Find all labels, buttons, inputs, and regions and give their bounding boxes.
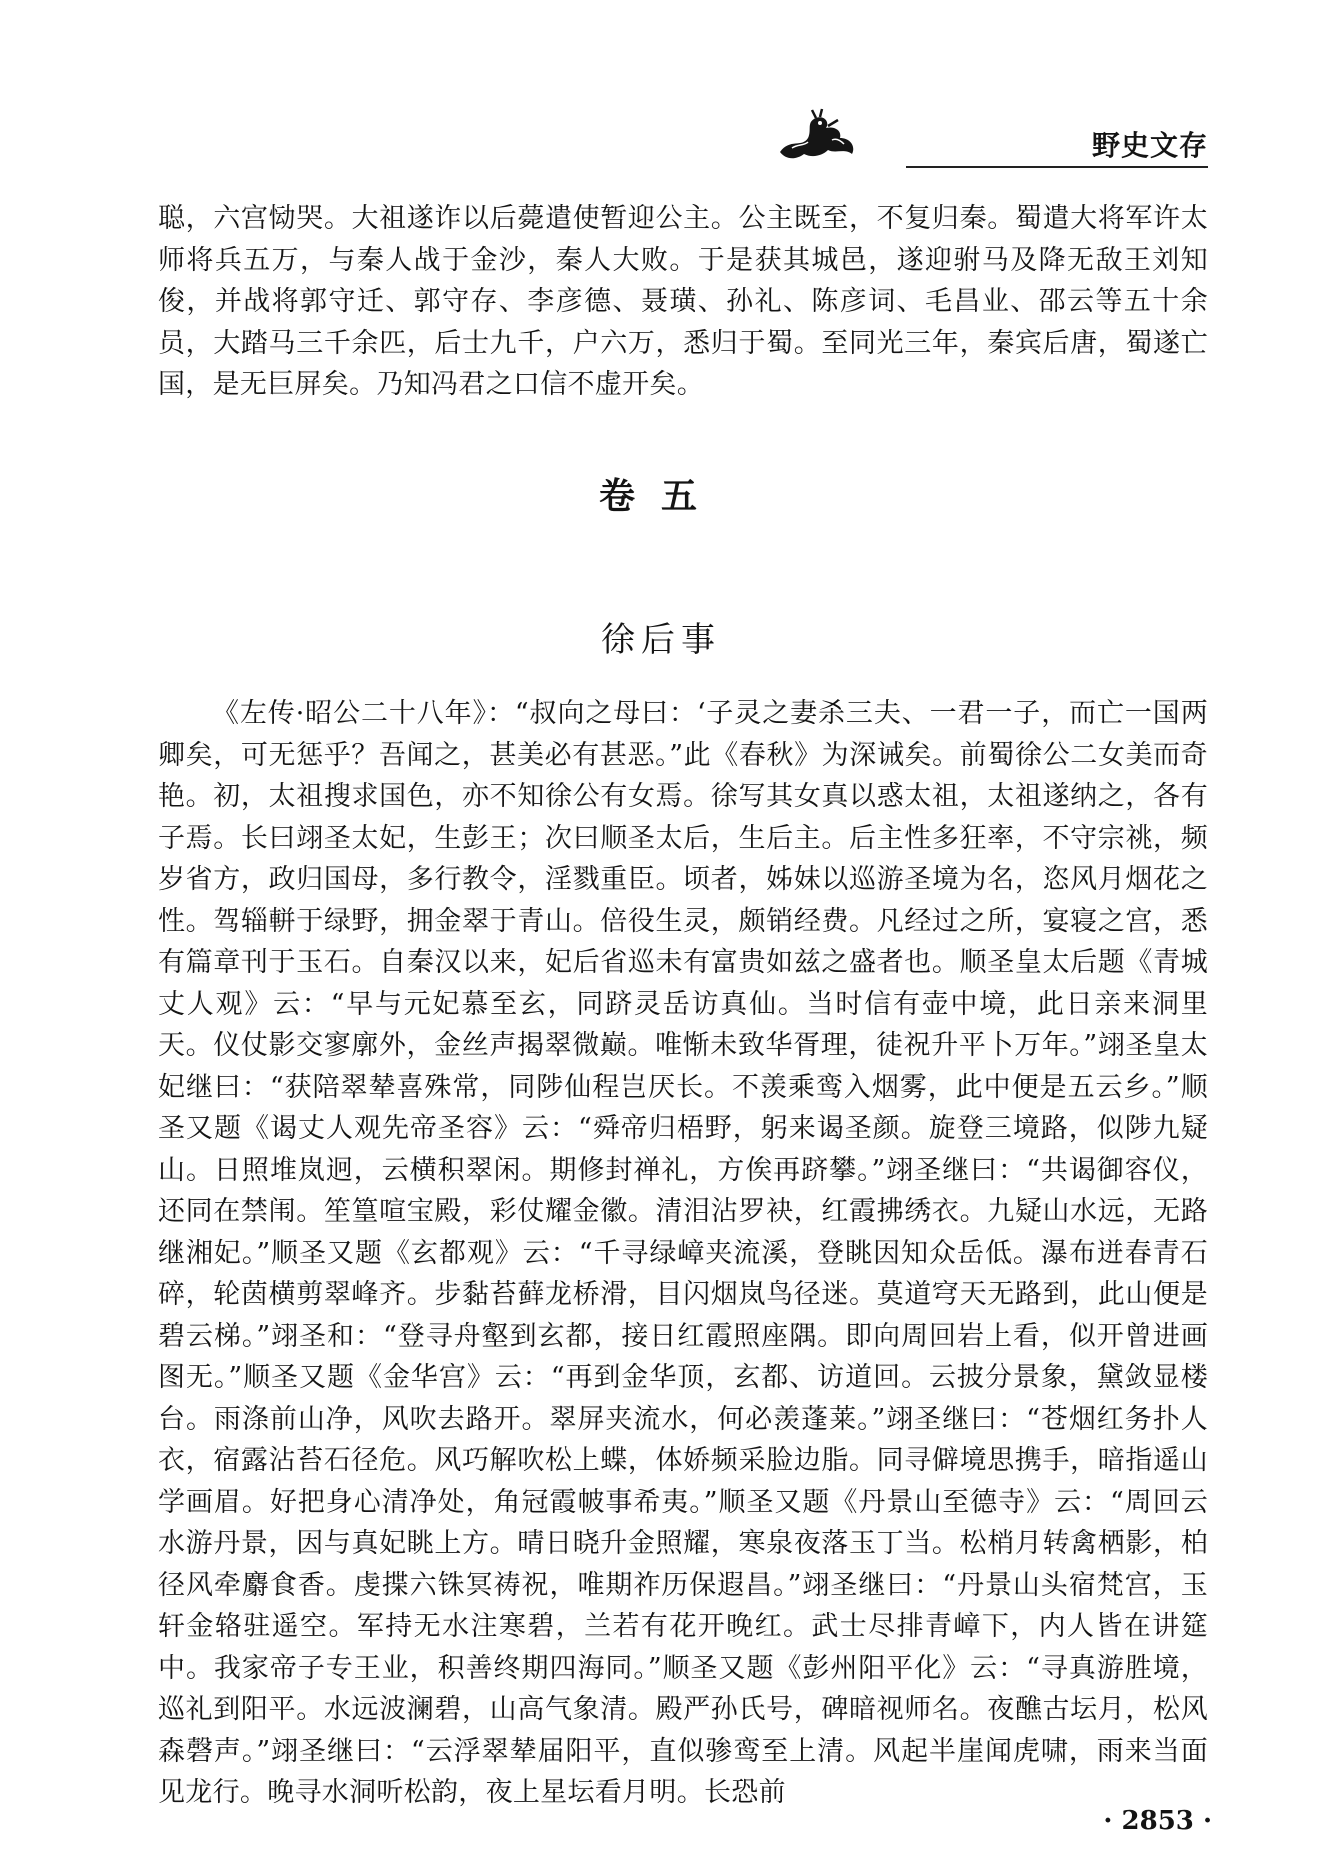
- running-header: [158, 108, 1208, 168]
- section-title: 徐后事: [601, 620, 721, 660]
- page-number: · 2853 ·: [1103, 1806, 1212, 1836]
- header-title: 野史文存: [1091, 129, 1208, 162]
- header-rule: [906, 166, 1208, 168]
- dragon-emblem-icon: [772, 108, 862, 164]
- main-paragraph: 《左传·昭公二十八年》：“叔向之母曰：‘子灵之妻杀三夫、一君一子，而亡一国两卿矣，可无惩乎？吾闻之，甚美必有甚恶。”此《春秋》为深诫矣。前蜀徐公二女美而奇艳。初，太祖搜求国色，亦不知徐公有女焉。徐写其女真以惑太祖，太祖遂纳之，各有子焉。长曰翊圣太妃，生彭王；次曰顺圣太后，生后主。后主性多狂率，不守宗祧，频岁省方，政归国母，多行教令，淫戮重臣。顷者，姊妹以巡游圣境为名，恣风月烟花之性。驾辎軿于绿野，拥金翠于青山。倍役生灵，颇销经费。凡经过之所，宴寝之宫，悉有篇章刊于玉石。自秦汉以来，妃后省巡未有富贵如兹之盛者也。顺圣皇太后题《青城丈人观》云：“早与元妃慕至玄，同跻灵岳访真仙。当时信有壶中境，此日亲来洞里天。仪仗影交寥廓外，金丝声揭翠微巅。唯惭未致华胥理，徒祝升平卜万年。”翊圣皇太妃继曰：“获陪翠辇喜殊常，同陟仙程岂厌长。不羡乘鸾入烟雾，此中便是五云乡。”顺圣又题《谒丈人观先帝圣容》云：“舜帝归梧野，躬来谒圣颜。旋登三境路，似陟九疑山。日照堆岚迥，云横积翠闲。期修封禅礼，方俟再跻攀。”翊圣继曰：“共谒御容仪，还同在禁闱。笙篁喧宝殿，彩仗耀金徽。清泪沾罗袂，红霞拂绣衣。九疑山水远，无路继湘妃。”顺圣又题《玄都观》云：“千寻绿嶂夹流溪，登眺因知众岳低。瀑布迸春青石碎，轮茵横剪翠峰齐。步黏苔藓龙桥滑，目闪烟岚鸟径迷。莫道穹天无路到，此山便是碧云梯。”翊圣和：“登寻舟壑到玄都，接日红霞照座隅。即向周回岩上看，似开曾进画图无。”顺圣又题《金华宫》云：“再到金华顶，玄都、访道回。云披分景象，黛敛显楼台。雨涤前山净，风吹去路开。翠屏夹流水，何必羡蓬莱。”翊圣继曰：“苍烟红务扑人衣，宿露沾苔石径危。风巧解吹松上蝶，体娇频采脸边脂。同寻僻境思携手，暗指遥山学画眉。好把身心清净处，角冠霞帔事希夷。”顺圣又题《丹景山至德寺》云：“周回云水游丹景，因与真妃眺上方。晴日晓升金照耀，寒泉夜落玉丁当。松梢月转禽栖影，柏径风牵麝食香。虔揲六铢冥祷祝，唯期祚历保遐昌。”翊圣继曰：“丹景山头宿梵宫，玉轩金辂驻遥空。军持无水注寒碧，兰若有花开晚红。武士尽排青嶂下，内人皆在讲筵中。我家帝子专王业，积善终期四海同。”顺圣又题《彭州阳平化》云：“寻真游胜境，巡礼到阳平。水远波澜碧，山高气象清。殿严孙氏号，碑暗视师名。夜醮古坛月，松风森磬声。”翊圣继曰：“云浮翠辇届阳平，直似骖鸾至上清。风起半崖闻虎啸，雨来当面见龙行。晚寻水洞听松韵，夜上星坛看月明。长恐前: [158, 698, 1208, 1808]
- volume-title: 卷五: [598, 476, 723, 517]
- intro-paragraph: 聪，六宫恸哭。大祖遂诈以后薨遣使暂迎公主。公主既至，不复归秦。蜀遣大将军许太师将兵五万，与秦人战于金沙，秦人大败。于是获其城邑，遂迎驸马及降无敌王刘知俊，并战将郭守迁、郭守存、李彦德、聂璜、孙礼、陈彦词、毛昌业、邵云等五十余员，大踏马三千余匹，后士九千，户六万，悉归于蜀。至同光三年，秦宾后唐，蜀遂亡国，是无巨屏矣。乃知冯君之口信不虚开矣。: [158, 203, 1208, 400]
